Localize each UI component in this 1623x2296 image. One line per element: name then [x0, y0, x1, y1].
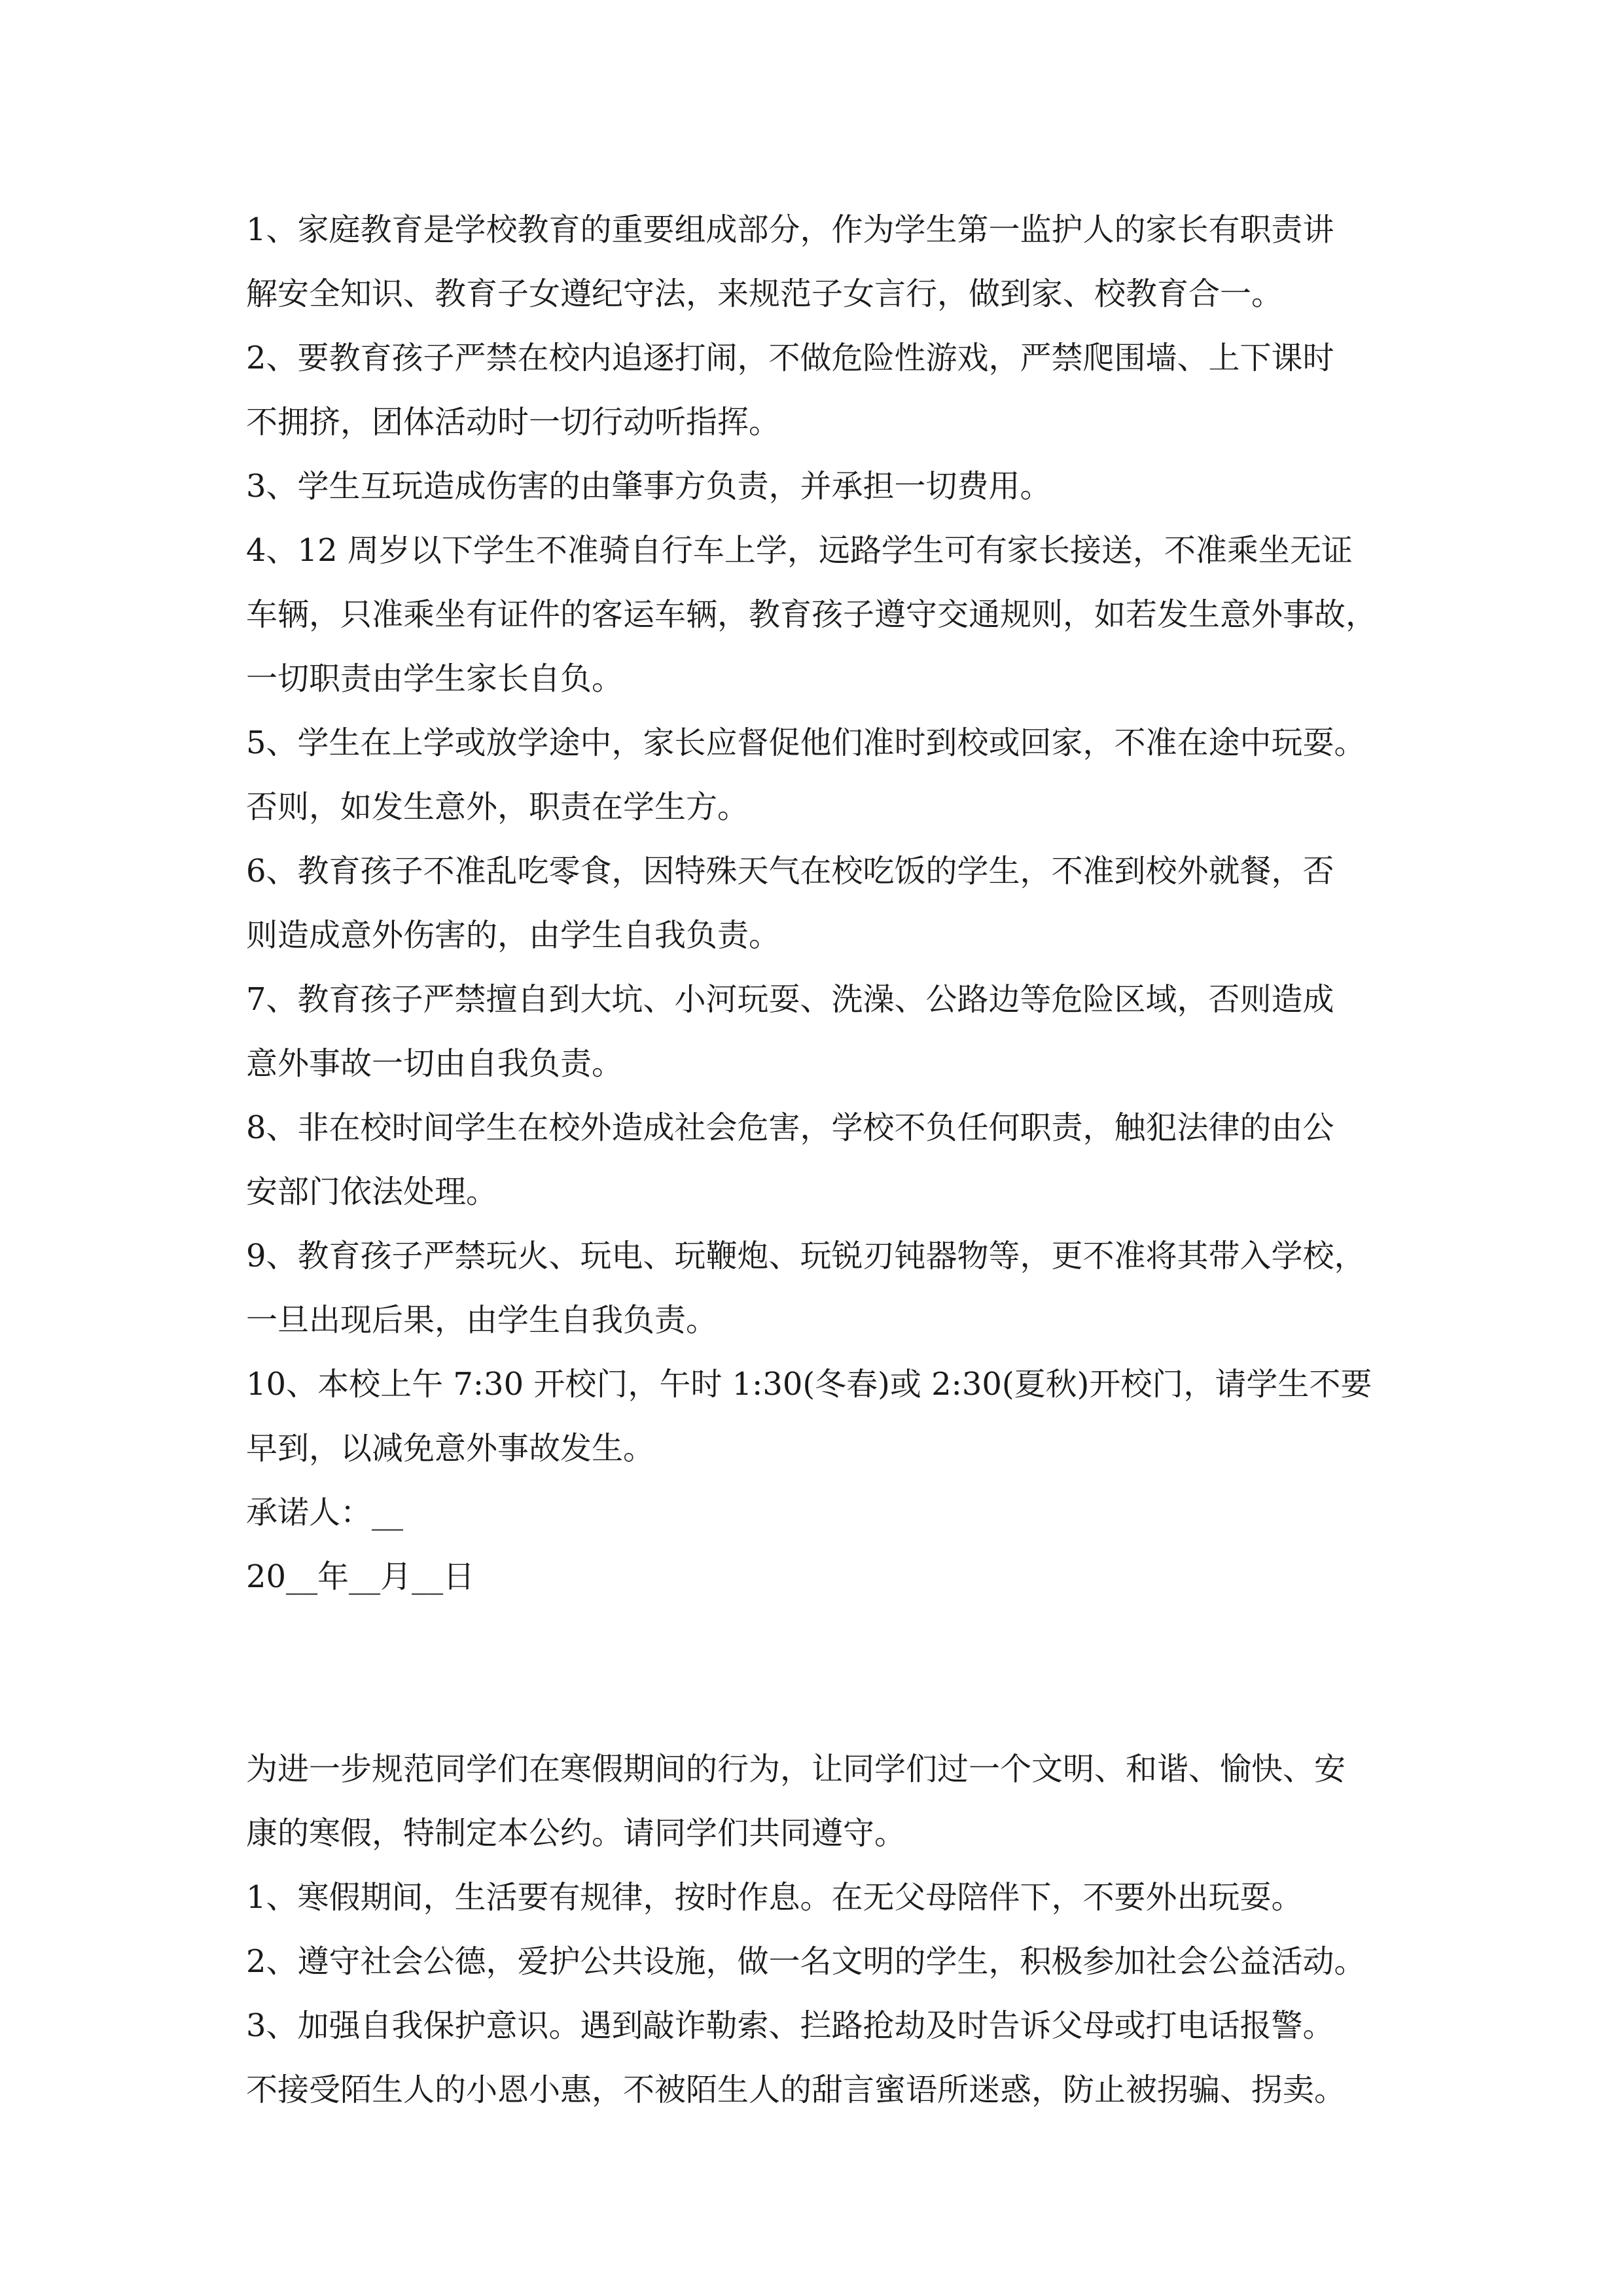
text-line: 否则，如发生意外，职责在学生方。 — [246, 789, 749, 825]
text-line: 9、教育孩子严禁玩火、玩电、玩鞭炮、玩锐刃钝器物等，更不准将其带入学校， — [246, 1238, 1366, 1274]
text-line: 7、教育孩子严禁擅自到大坑、小河玩耍、洗澡、公路边等危险区域，否则造成 — [246, 981, 1334, 1018]
text-line: 1、寒假期间，生活要有规律，按时作息。在无父母陪伴下，不要外出玩耍。 — [246, 1879, 1303, 1916]
text-line: 1、家庭教育是学校教育的重要组成部分，作为学生第一监护人的家长有职责讲 — [246, 211, 1334, 248]
text-line: 解安全知识、教育子女遵纪守法，来规范子女言行，做到家、校教育合一。 — [246, 276, 1283, 312]
text-line: 早到，以减免意外事故发生。 — [246, 1430, 655, 1467]
text-line: 4、12 周岁以下学生不准骑自行车上学，远路学生可有家长接送，不准乘坐无证 — [246, 532, 1353, 569]
signature-line: 承诺人：__ — [246, 1494, 404, 1531]
text-line: 10、本校上午 7:30 开校门，午时 1:30(冬春)或 2:30(夏秋)开校门，请学生不要 — [246, 1366, 1372, 1403]
text-line: 一切职责由学生家长自负。 — [246, 660, 624, 697]
text-line: 安部门依法处理。 — [246, 1174, 498, 1210]
text-line: 3、学生互玩造成伤害的由肇事方负责，并承担一切费用。 — [246, 468, 1052, 505]
text-line: 2、要教育孩子严禁在校内追逐打闹，不做危险性游戏，严禁爬围墙、上下课时 — [246, 340, 1334, 376]
school-safety-section — [246, 198, 1406, 1609]
text-line: 5、学生在上学或放学途中，家长应督促他们准时到校或回家，不准在途中玩耍。 — [246, 725, 1366, 761]
text-line: 一旦出现后果，由学生自我负责。 — [246, 1302, 718, 1338]
text-line: 6、教育孩子不准乱吃零食，因特殊天气在校吃饭的学生，不准到校外就餐，否 — [246, 853, 1334, 889]
date-line: 20__年__月__日 — [246, 1558, 475, 1595]
text-line: 为进一步规范同学们在寒假期间的行为，让同学们过一个文明、和谐、愉快、安 — [246, 1751, 1346, 1787]
text-line: 2、遵守社会公德，爱护公共设施，做一名文明的学生，积极参加社会公益活动。 — [246, 1943, 1366, 1980]
text-line: 车辆，只准乘坐有证件的客运车辆，教育孩子遵守交通规则，如若发生意外事故， — [246, 596, 1378, 633]
winter-break-section — [246, 1737, 1406, 2122]
text-line: 不拥挤，团体活动时一切行动听指挥。 — [246, 404, 781, 440]
text-line: 康的寒假，特制定本公约。请同学们共同遵守。 — [246, 1815, 906, 1852]
document-body — [246, 198, 1406, 2122]
section-spacer — [246, 1609, 1406, 1737]
text-line: 8、非在校时间学生在校外造成社会危害，学校不负任何职责，触犯法律的由公 — [246, 1109, 1334, 1146]
text-line: 意外事故一切由自我负责。 — [246, 1045, 624, 1082]
text-line: 3、加强自我保护意识。遇到敲诈勒索、拦路抢劫及时告诉父母或打电话报警。 — [246, 2007, 1334, 2044]
text-line: 不接受陌生人的小恩小惠，不被陌生人的甜言蜜语所迷惑，防止被拐骗、拐卖。 — [246, 2072, 1346, 2108]
text-line: 则造成意外伤害的，由学生自我负责。 — [246, 917, 781, 954]
